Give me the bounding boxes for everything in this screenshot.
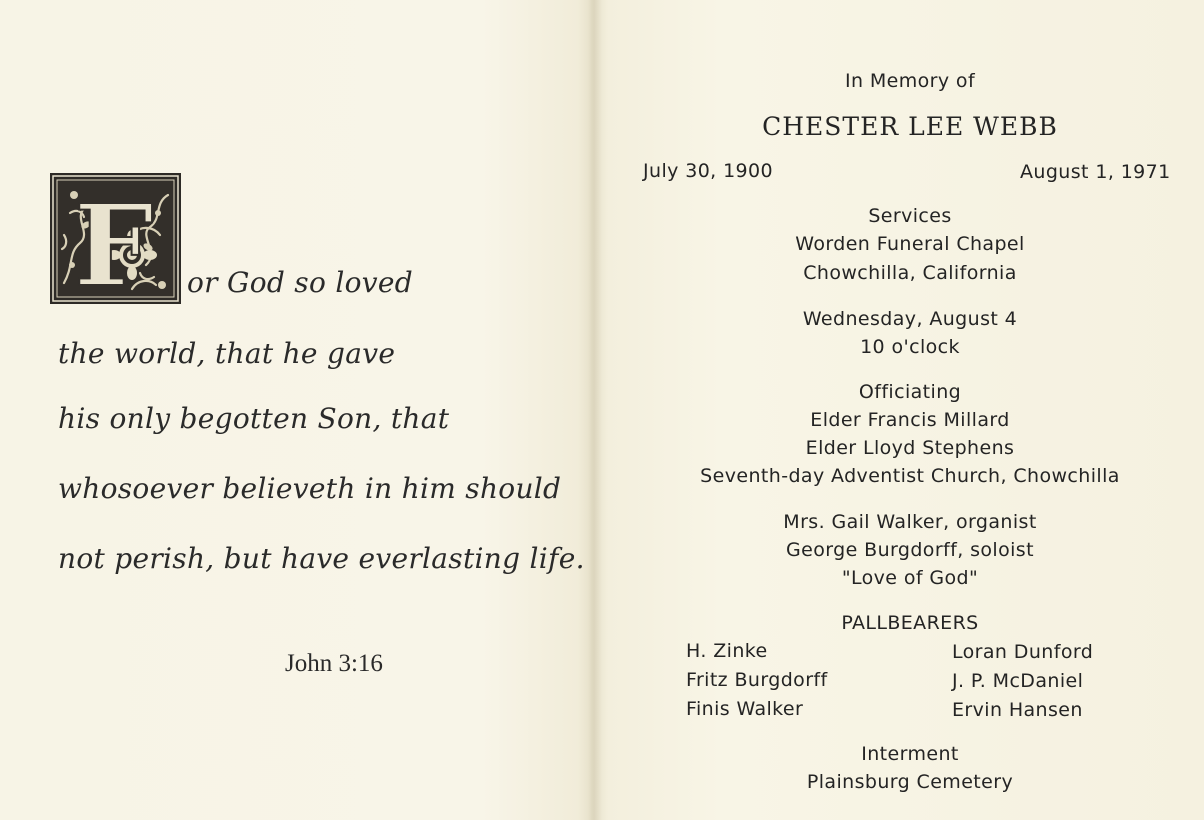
verse-line-2: the world, that he gave <box>58 337 396 370</box>
verse-line-5: not perish, but have everlasting life. <box>58 542 585 575</box>
birth-date: July 30, 1900 <box>643 160 774 182</box>
organist: Mrs. Gail Walker, organist <box>783 511 1037 533</box>
pallbearer-left-3: Finis Walker <box>686 698 804 720</box>
interment-heading: Interment <box>861 743 959 765</box>
pallbearer-right-2: J. P. McDaniel <box>952 670 1084 692</box>
interment-place: Plainsburg Cemetery <box>806 771 1014 793</box>
services-day: Wednesday, August 4 <box>802 308 1018 330</box>
song-title: "Love of God" <box>841 567 979 589</box>
officiant-1: Elder Francis Millard <box>810 409 1010 431</box>
officiating-heading: Officiating <box>858 381 962 403</box>
ornamental-initial-image <box>50 173 181 304</box>
officiant-2: Elder Lloyd Stephens <box>805 437 1015 459</box>
verse-line-3: his only begotten Son, that <box>58 402 450 435</box>
officiating-church: Seventh-day Adventist Church, Chowchilla <box>700 465 1120 487</box>
memorial-page <box>600 0 1204 820</box>
pallbearer-left-1: H. Zinke <box>686 640 768 662</box>
pallbearers-heading: PALLBEARERS <box>841 612 979 634</box>
initial-letter: F <box>74 181 154 304</box>
pallbearer-right-1: Loran Dunford <box>952 641 1094 663</box>
deceased-name: CHESTER LEE WEBB <box>762 112 1058 141</box>
services-time: 10 o'clock <box>860 336 960 358</box>
scripture-reference: John 3:16 <box>285 650 383 677</box>
verse-line-4: whosoever believeth in him should <box>58 472 562 505</box>
death-date: August 1, 1971 <box>1020 161 1171 183</box>
memorial-heading: In Memory of <box>844 70 976 92</box>
ornamental-initial <box>50 173 181 304</box>
services-heading: Services <box>868 205 952 227</box>
services-city: Chowchilla, California <box>803 262 1017 284</box>
pallbearer-left-2: Fritz Burgdorff <box>686 669 828 691</box>
soloist: George Burgdorff, soloist <box>786 539 1034 561</box>
verse-page <box>0 0 590 820</box>
verse-line-1: or God so loved <box>187 266 413 299</box>
pallbearer-right-3: Ervin Hansen <box>952 699 1083 721</box>
services-place: Worden Funeral Chapel <box>795 233 1025 255</box>
